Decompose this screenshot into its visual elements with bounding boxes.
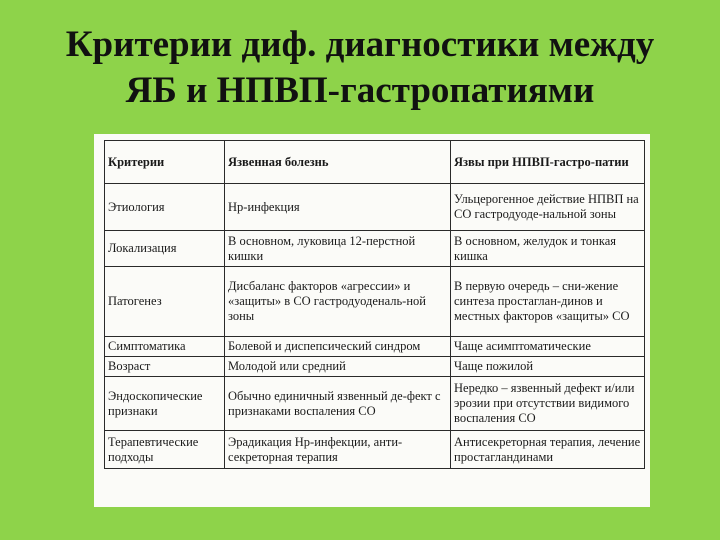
row-peptic-ulcer-value: Обычно единичный язвенный де-фект с признаками воспаления СО bbox=[225, 377, 451, 431]
header-peptic-ulcer: Язвенная болезнь bbox=[225, 141, 451, 184]
table-row bbox=[105, 184, 645, 231]
row-peptic-ulcer-value: Эрадикация Нр-инфекции, анти-секреторная терапия bbox=[225, 431, 451, 469]
slide-title-line-1: Критерии диф. диагностики между bbox=[65, 24, 655, 65]
row-criterion: Патогенез bbox=[105, 267, 225, 337]
row-peptic-ulcer-value: Нр-инфекция bbox=[225, 184, 451, 231]
header-nsaid-ulcer: Язвы при НПВП-гастро-патии bbox=[451, 141, 645, 184]
row-peptic-ulcer-value: Молодой или средний bbox=[225, 357, 451, 377]
row-peptic-ulcer-value: В основном, луковица 12-перстной кишки bbox=[225, 231, 451, 267]
row-nsaid-ulcer-value: В основном, желудок и тонкая кишка bbox=[451, 231, 645, 267]
row-peptic-ulcer-value: Дисбаланс факторов «агрессии» и «защиты» в СО гастродуоденаль-ной зоны bbox=[225, 267, 451, 337]
slide-title bbox=[0, 22, 720, 114]
scanned-table-image bbox=[94, 134, 650, 507]
table-row bbox=[105, 267, 645, 337]
row-criterion: Этиология bbox=[105, 184, 225, 231]
row-peptic-ulcer-value: Болевой и диспепсический синдром bbox=[225, 337, 451, 357]
row-criterion: Терапевтические подходы bbox=[105, 431, 225, 469]
row-criterion: Локализация bbox=[105, 231, 225, 267]
row-nsaid-ulcer-value: Антисекреторная терапия, лечение простагландинами bbox=[451, 431, 645, 469]
row-criterion: Эндоскопические признаки bbox=[105, 377, 225, 431]
table-row bbox=[105, 357, 645, 377]
table-header-row bbox=[105, 141, 645, 184]
row-nsaid-ulcer-value: Чаще пожилой bbox=[451, 357, 645, 377]
header-criteria: Критерии bbox=[105, 141, 225, 184]
row-nsaid-ulcer-value: Нередко – язвенный дефект и/или эрозии при отсутствии видимого воспаления СО bbox=[451, 377, 645, 431]
table-row bbox=[105, 337, 645, 357]
slide-title-line-2: ЯБ и НПВП-гастропатиями bbox=[125, 70, 595, 111]
row-nsaid-ulcer-value: Чаще асимптоматические bbox=[451, 337, 645, 357]
table-row bbox=[105, 431, 645, 469]
row-nsaid-ulcer-value: Ульцерогенное действие НПВП на СО гастродуоде-нальной зоны bbox=[451, 184, 645, 231]
row-criterion: Возраст bbox=[105, 357, 225, 377]
table-row bbox=[105, 231, 645, 267]
row-criterion: Симптоматика bbox=[105, 337, 225, 357]
row-nsaid-ulcer-value: В первую очередь – сни-жение синтеза простаглан-динов и местных факторов «защиты» СО bbox=[451, 267, 645, 337]
comparison-table bbox=[104, 140, 645, 469]
table-row bbox=[105, 377, 645, 431]
